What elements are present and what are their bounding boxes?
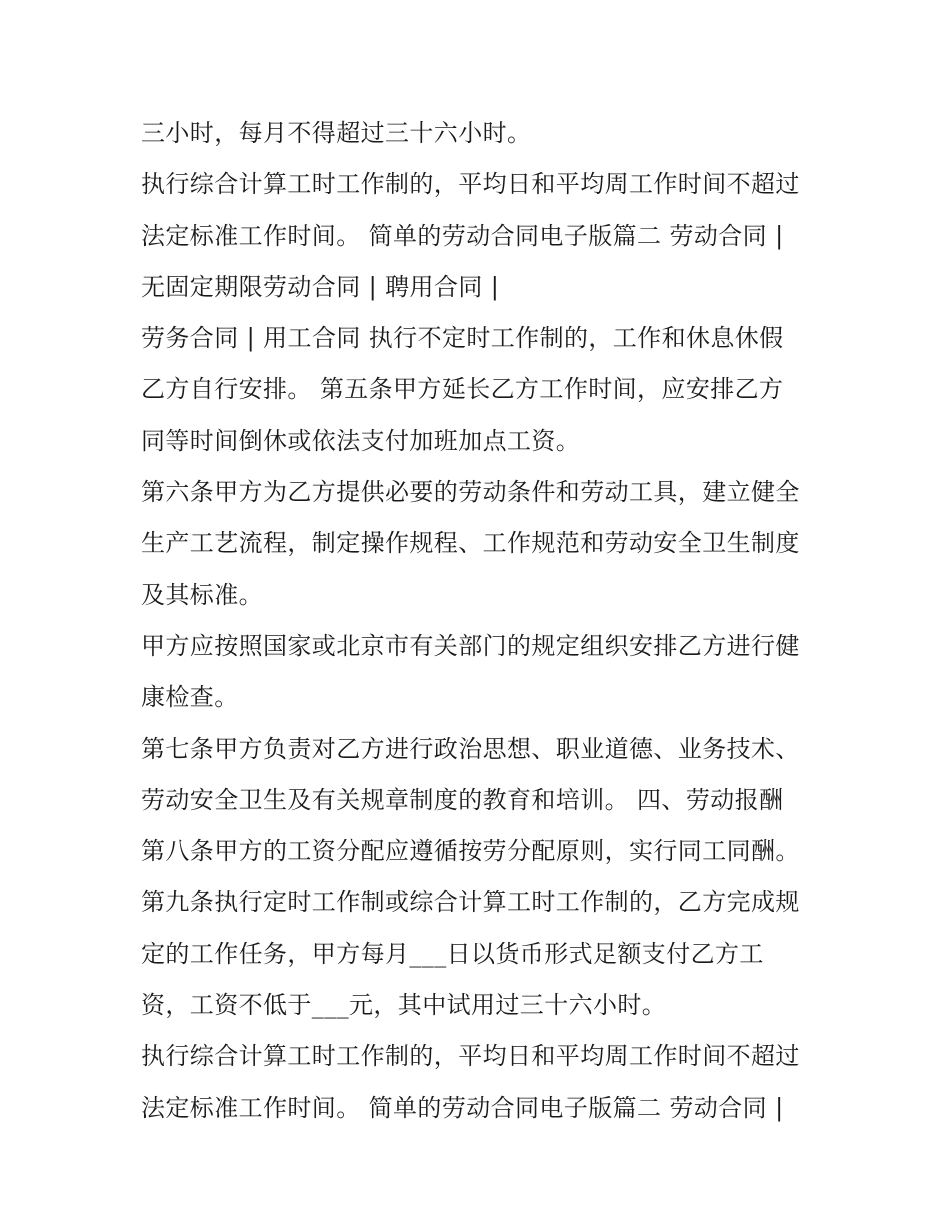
text-line: 定的工作任务，甲方每月___日以货币形式足额支付乙方工	[141, 939, 764, 968]
text-line: 劳务合同 | 用工合同 执行不定时工作制的，工作和休息休假	[141, 324, 784, 353]
text-line: 三小时，每月不得超过三十六小时。	[141, 119, 532, 147]
text-line: 同等时间倒休或依法支付加班加点工资。	[141, 426, 581, 455]
text-line: 第七条甲方负责对乙方进行政治思想、职业道德、业务技术、	[141, 734, 800, 763]
text-line: 法定标准工作时间。 简单的劳动合同电子版篇二 劳动合同 |	[141, 221, 784, 250]
text-line: 第八条甲方的工资分配应遵循按劳分配原则，实行同工同酬。	[141, 837, 800, 866]
text-line: 康检查。	[141, 683, 239, 712]
text-line: 法定标准工作时间。 简单的劳动合同电子版篇二 劳动合同 |	[141, 1093, 784, 1122]
text-line: 无固定期限劳动合同 | 聘用合同 |	[141, 272, 500, 301]
body-text	[141, 108, 821, 1134]
text-line: 第六条甲方为乙方提供必要的劳动条件和劳动工具，建立健全	[141, 478, 800, 507]
text-line: 及其标准。	[141, 580, 263, 609]
text-line: 乙方自行安排。 第五条甲方延长乙方工作时间，应安排乙方	[141, 375, 784, 404]
text-line: 劳动安全卫生及有关规章制度的教育和培训。 四、劳动报酬	[141, 785, 784, 814]
text-line: 执行综合计算工时工作制的，平均日和平均周工作时间不超过	[141, 170, 800, 199]
text-line: 第九条执行定时工作制或综合计算工时工作制的，乙方完成规	[141, 888, 800, 917]
text-line: 生产工艺流程，制定操作规程、工作规范和劳动安全卫生制度	[141, 529, 800, 558]
text-line: 资，工资不低于___元，其中试用过三十六小时。	[141, 991, 667, 1020]
text-line: 甲方应按照国家或北京市有关部门的规定组织安排乙方进行健	[141, 631, 800, 660]
text-line: 执行综合计算工时工作制的，平均日和平均周工作时间不超过	[141, 1042, 800, 1071]
